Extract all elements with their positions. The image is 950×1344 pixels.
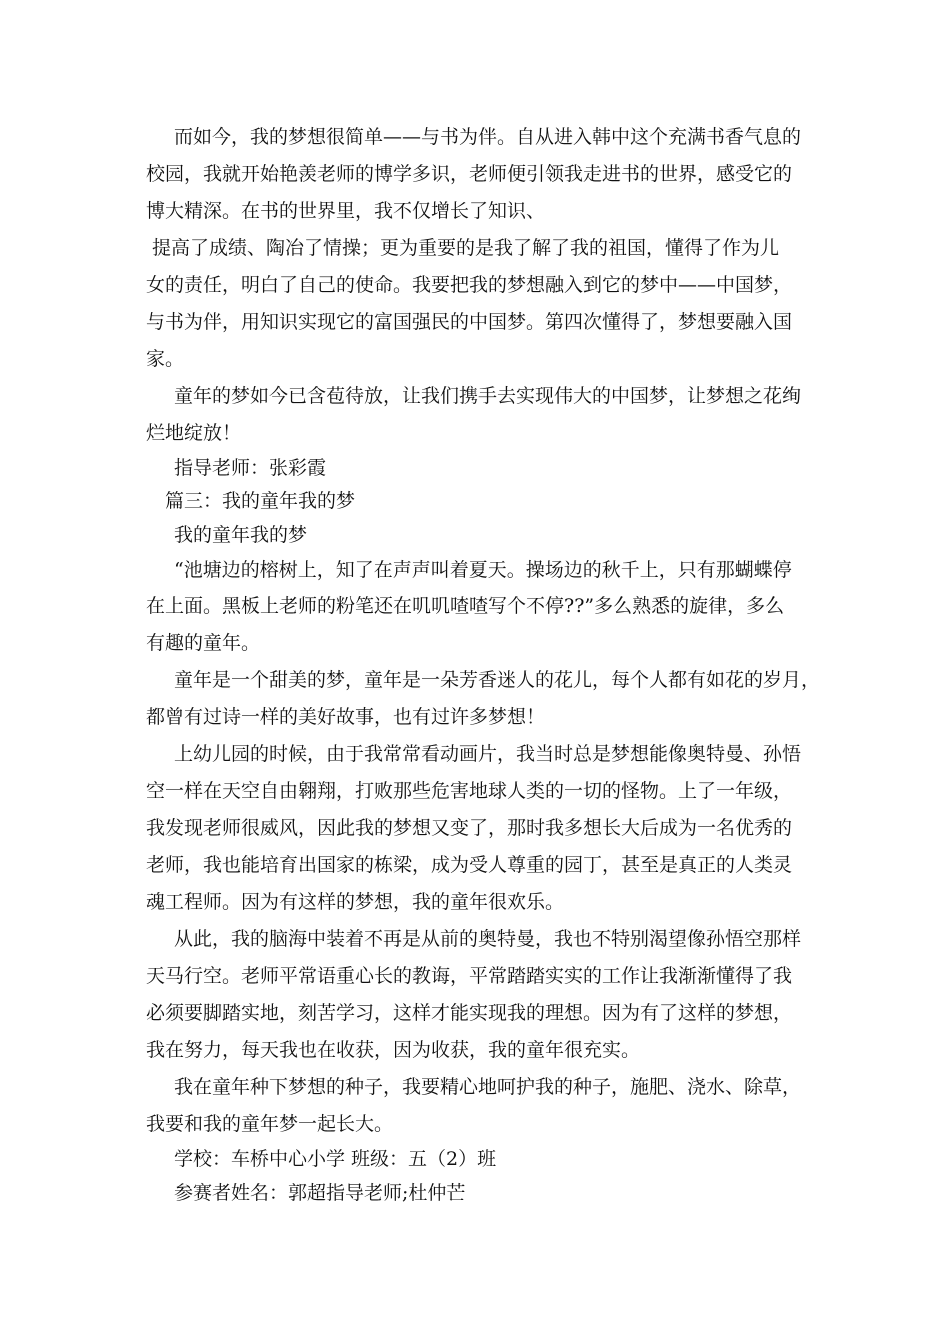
text-line: 博大精深。在书的世界里，我不仅增长了知识、 (146, 200, 546, 222)
text-line: 从此，我的脑海中装着不再是从前的奥特曼，我也不特别渴望像孙悟空那样 (174, 928, 802, 950)
text-line: 上幼儿园的时候，由于我常常看动画片，我当时总是梦想能像奥特曼、孙悟 (174, 743, 802, 765)
text-line: 魂工程师。因为有这样的梦想，我的童年很欢乐。 (146, 891, 565, 913)
text-line: 童年的梦如今已含苞待放，让我们携手去实现伟大的中国梦，让梦想之花绚 (174, 385, 802, 407)
essay-title: 我的童年我的梦 (174, 524, 308, 546)
text-line: 有趣的童年。 (146, 632, 261, 654)
text-line: 在上面。黑板上老师的粉笔还在叽叽喳喳写个不停??”多么熟悉的旋律，多么 (146, 595, 785, 617)
text-line: 童年是一个甜美的梦，童年是一朵芳香迷人的花儿，每个人都有如花的岁月， (174, 669, 821, 691)
section-heading: 篇三：我的童年我的梦 (165, 490, 356, 512)
text-line: 与书为伴，用知识实现它的富国强民的中国梦。第四次懂得了，梦想要融入国 (146, 311, 793, 333)
text-line: 都曾有过诗一样的美好故事，也有过许多梦想！ (146, 706, 546, 728)
text-line: “池塘边的榕树上，知了在声声叫着夏天。操场边的秋千上，只有那蝴蝶停 (174, 559, 792, 581)
text-line: 指导老师：张彩霞 (174, 457, 327, 479)
text-line: 老师，我也能培育出国家的栋梁，成为受人尊重的园丁，甚至是真正的人类灵 (146, 854, 793, 876)
text-line: 而如今，我的梦想很简单——与书为伴。自从进入韩中这个充满书香气息的 (174, 126, 802, 148)
text-line: 我在童年种下梦想的种子，我要精心地呵护我的种子，施肥、浇水、除草， (174, 1076, 802, 1098)
text-line: 天马行空。老师平常语重心长的教诲，平常踏踏实实的工作让我渐渐懂得了我 (146, 965, 793, 987)
text-line: 空一样在天空自由翱翔，打败那些危害地球人类的一切的怪物。上了一年级， (146, 780, 793, 802)
text-line: 我要和我的童年梦一起长大。 (146, 1113, 394, 1135)
text-line: 提高了成绩、陶冶了情操；更为重要的是我了解了我的祖国，懂得了作为儿 (152, 237, 780, 259)
text-line: 我在努力，每天我也在收获，因为收获，我的童年很充实。 (146, 1039, 641, 1061)
text-line: 我发现老师很威风，因此我的梦想又变了，那时我多想长大后成为一名优秀的 (146, 817, 793, 839)
school-class-info: 学校：车桥中心小学 班级：五（2）班 (174, 1148, 497, 1170)
text-line: 家。 (146, 348, 185, 370)
text-line: 校园，我就开始艳羡老师的博学多识，老师便引领我走进书的世界，感受它的 (146, 163, 793, 185)
participant-info: 参赛者姓名：郭超指导老师;杜仲芒 (174, 1182, 466, 1204)
text-line: 烂地绽放！ (146, 422, 242, 444)
text-line: 女的责任，明白了自己的使命。我要把我的梦想融入到它的梦中——中国梦， (146, 274, 793, 296)
text-line: 必须要脚踏实地，刻苦学习，这样才能实现我的理想。因为有了这样的梦想， (146, 1002, 793, 1024)
